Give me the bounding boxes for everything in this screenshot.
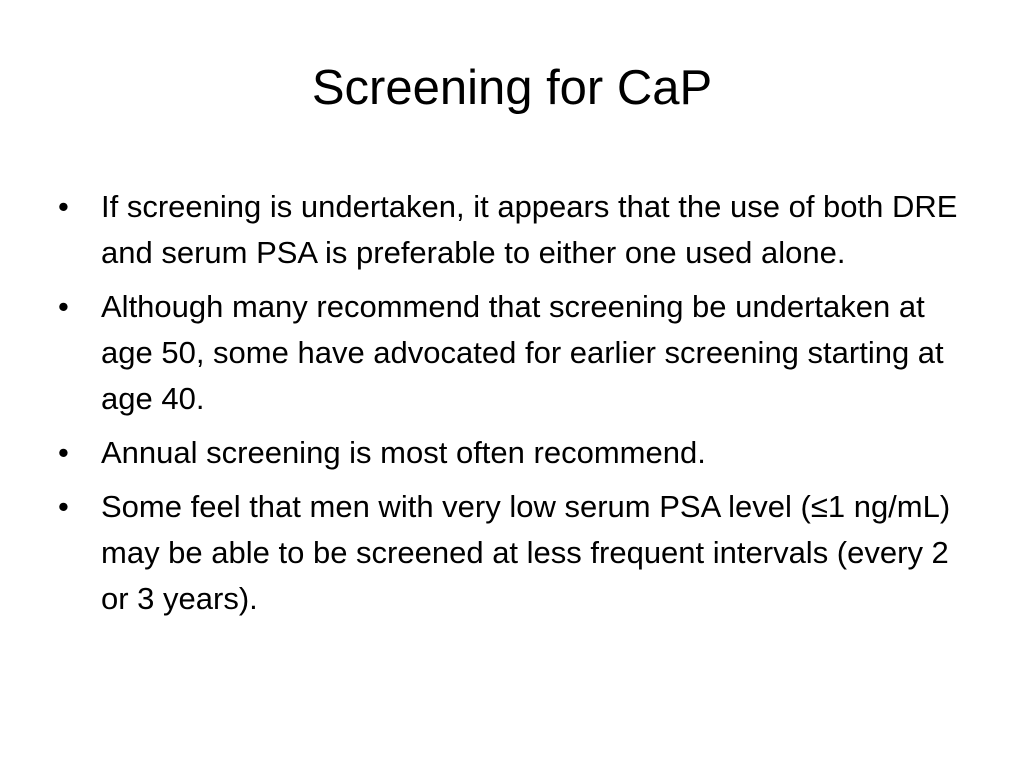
bullet-icon: • xyxy=(58,435,69,470)
bullet-item xyxy=(58,284,968,422)
bullet-icon: • xyxy=(58,189,69,224)
bullet-icon: • xyxy=(58,489,69,524)
bullet-item xyxy=(58,484,968,622)
bullet-list xyxy=(58,184,968,630)
bullet-text: Although many recommend that screening be undertaken at age 50, some have advocated for earlier screening starting at age 40. xyxy=(101,289,944,416)
bullet-item xyxy=(58,184,968,276)
slide-title: Screening for CaP xyxy=(311,61,713,115)
bullet-text: Annual screening is most often recommend. xyxy=(101,435,706,470)
bullet-item xyxy=(58,430,968,476)
bullet-icon: • xyxy=(58,289,69,324)
bullet-text: Some feel that men with very low serum PSA level (≤1 ng/mL) may be able to be screened at less frequent intervals (every 2 or 3 years). xyxy=(101,489,951,616)
bullet-text: If screening is undertaken, it appears that the use of both DRE and serum PSA is preferable to either one used alone. xyxy=(101,189,958,270)
